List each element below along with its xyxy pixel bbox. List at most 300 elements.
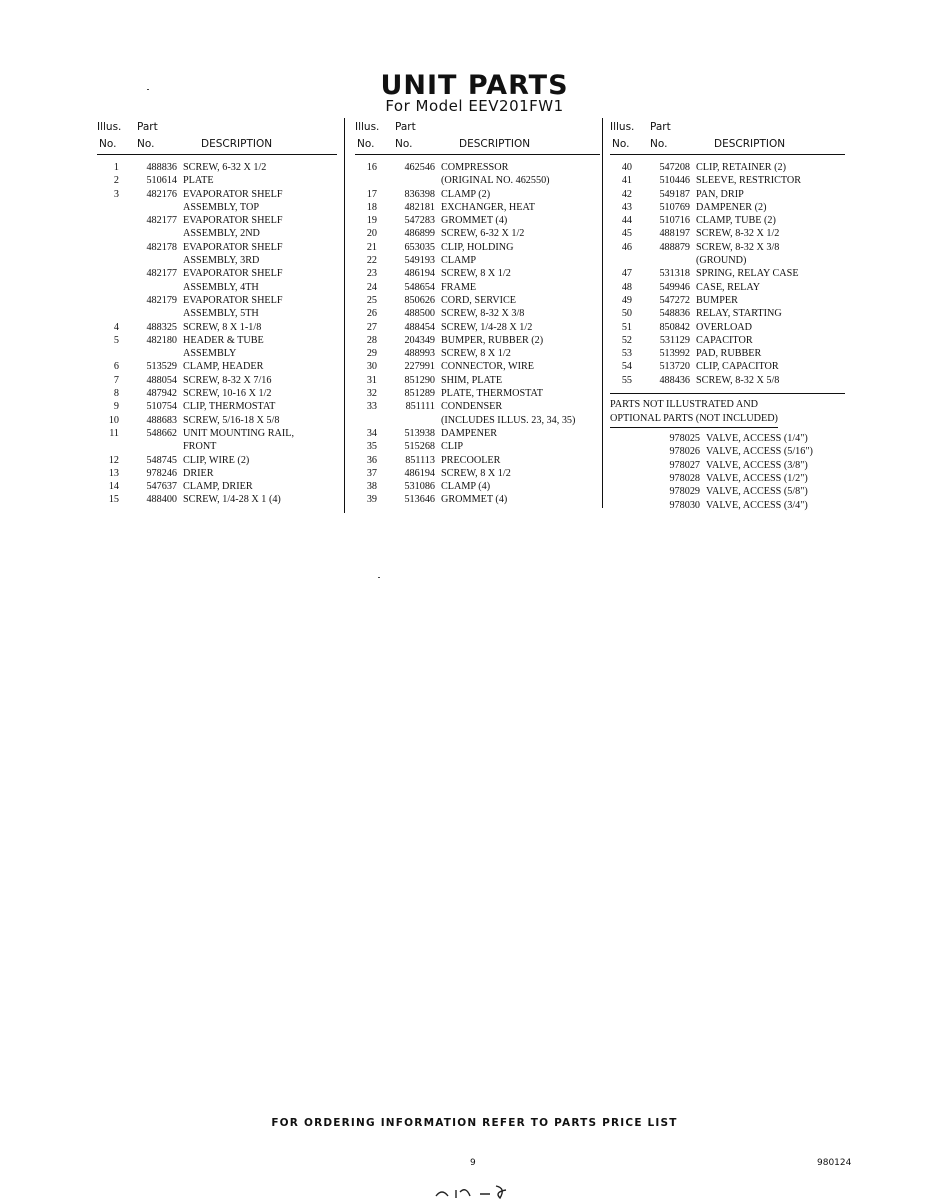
part-description: CORD, SERVICE (441, 294, 517, 306)
illus-number: 46 (621, 241, 632, 253)
model-subtitle: For Model EEV201FW1 (385, 97, 564, 115)
part-description: VALVE, ACCESS (1/2") (706, 472, 808, 484)
illus-number (355, 174, 377, 187)
optional-parts-rows (610, 428, 845, 512)
part-number: 486899 (404, 228, 435, 240)
description-header: DESCRIPTION (459, 138, 531, 150)
document-code: 980124 (817, 1158, 852, 1168)
table-row (97, 267, 337, 280)
part-description: SCREW, 8 X 1/2 (441, 348, 511, 360)
part-number: 488500 (404, 308, 435, 320)
part-description: EVAPORATOR SHELF (183, 215, 283, 227)
illus-number: 10 (108, 414, 119, 426)
illus-no-header: No. (612, 138, 630, 150)
illus-no-header: No. (357, 138, 375, 150)
part-description: ASSEMBLY, TOP (183, 201, 259, 213)
part-description: SCREW, 8 X 1/2 (441, 268, 511, 280)
part-number: 486194 (404, 268, 435, 280)
table-row (355, 440, 600, 453)
part-number: 510446 (659, 175, 690, 187)
part-description: ASSEMBLY (183, 348, 237, 360)
table-row (97, 174, 337, 187)
illus-number: 23 (366, 268, 377, 280)
illus-number: 12 (108, 454, 119, 466)
illus-number: 38 (366, 481, 377, 493)
table-row (97, 201, 337, 214)
part-description: SCREW, 1/4-28 X 1 (4) (183, 494, 281, 506)
part-number: 653035 (404, 241, 435, 253)
parts-column-2 (355, 118, 600, 507)
part-description: EVAPORATOR SHELF (183, 294, 283, 306)
part-description: SPRING, RELAY CASE (696, 268, 799, 280)
part-number (119, 227, 181, 240)
part-description: CLAMP (441, 255, 477, 267)
table-row (610, 161, 845, 174)
part-header: Part (395, 121, 416, 133)
table-row (355, 347, 600, 360)
part-description: DRIER (183, 467, 214, 479)
illus-number: 37 (366, 467, 377, 479)
table-row (97, 254, 337, 267)
part-number (119, 440, 181, 453)
part-description: VALVE, ACCESS (5/8") (706, 486, 808, 498)
illus-number: 26 (366, 308, 377, 320)
illus-number: 24 (366, 281, 377, 293)
part-description: SCREW, 5/16-18 X 5/8 (183, 414, 280, 426)
part-description: EVAPORATOR SHELF (183, 268, 283, 280)
illus-number: 39 (366, 494, 377, 506)
table-row (610, 201, 845, 214)
part-description: GROMMET (4) (441, 215, 508, 227)
part-number: 488683 (146, 414, 177, 426)
illus-number: 6 (113, 361, 119, 373)
part-number: 531129 (659, 334, 690, 346)
part-no-header: No. (650, 138, 668, 150)
table-row (355, 161, 600, 174)
part-description: SCREW, 8-32 X 5/8 (696, 374, 780, 386)
part-number: 513646 (404, 494, 435, 506)
table-row (610, 188, 845, 201)
table-row (355, 227, 600, 240)
table-row (97, 360, 337, 373)
illus-number: 9 (113, 401, 119, 413)
table-row (97, 294, 337, 307)
part-number (377, 414, 439, 427)
table-row (610, 459, 845, 472)
table-row (97, 334, 337, 347)
table-row (355, 427, 600, 440)
table-row (355, 241, 600, 254)
part-number: 487942 (146, 388, 177, 400)
part-description: ASSEMBLY, 4TH (183, 281, 259, 293)
illus-number: 22 (366, 255, 377, 267)
illus-number: 18 (366, 201, 377, 213)
table-row (355, 454, 600, 467)
table-row (610, 360, 845, 373)
table-row (97, 454, 337, 467)
part-number: 978026 (669, 446, 700, 458)
handwritten-mark (430, 1180, 550, 1200)
table-row (97, 241, 337, 254)
part-description: (GROUND) (696, 255, 747, 267)
empty-cell (610, 445, 632, 458)
illus-number (97, 440, 119, 453)
part-description: SCREW, 8-32 X 7/16 (183, 374, 272, 386)
illus-number: 44 (621, 215, 632, 227)
part-description: (ORIGINAL NO. 462550) (441, 175, 550, 187)
part-description: ASSEMBLY, 3RD (183, 255, 260, 267)
part-description: UNIT MOUNTING RAIL, (183, 427, 295, 439)
illus-number: 14 (108, 481, 119, 493)
part-number: 978246 (146, 467, 177, 479)
part-number: 549946 (659, 281, 690, 293)
description-header: DESCRIPTION (201, 138, 273, 150)
table-row (610, 174, 845, 187)
table-row (355, 334, 600, 347)
part-number: 548662 (146, 427, 177, 439)
part-number: 482177 (146, 215, 177, 227)
table-row (97, 387, 337, 400)
illus-number: 31 (366, 374, 377, 386)
table-row (355, 400, 600, 413)
illus-header: Illus. (97, 121, 122, 133)
illus-number: 16 (366, 162, 377, 173)
part-no-header: No. (137, 138, 155, 150)
part-number: 851113 (405, 454, 435, 466)
part-description: CASE, RELAY (696, 281, 761, 293)
table-row (97, 307, 337, 320)
part-number: 547208 (659, 162, 690, 173)
part-description: ASSEMBLY, 2ND (183, 228, 260, 240)
table-row (355, 307, 600, 320)
part-number: 510769 (659, 201, 690, 213)
optional-heading-line-2: OPTIONAL PARTS (NOT INCLUDED) (610, 412, 778, 428)
part-number: 850626 (404, 294, 435, 306)
illus-number: 32 (366, 388, 377, 400)
part-number: 204349 (404, 334, 435, 346)
parts-rows (610, 155, 845, 387)
table-row (355, 414, 600, 427)
illus-number: 30 (366, 361, 377, 373)
part-description: EVAPORATOR SHELF (183, 188, 283, 200)
illus-number: 35 (366, 441, 377, 453)
part-description: PRECOOLER (441, 454, 501, 466)
illus-number: 49 (621, 294, 632, 306)
part-number (632, 254, 694, 267)
illus-number (97, 241, 119, 254)
empty-cell (610, 459, 632, 472)
part-description: SCREW, 8-32 X 1/2 (696, 228, 780, 240)
part-number: 850842 (659, 321, 690, 333)
table-row (355, 281, 600, 294)
part-number: 510614 (146, 175, 177, 187)
table-row (355, 480, 600, 493)
illus-number (97, 254, 119, 267)
part-number: 510754 (146, 401, 177, 413)
column-divider (344, 118, 345, 513)
illus-number: 40 (621, 162, 632, 173)
part-number: 547272 (659, 294, 690, 306)
part-number: 978029 (669, 486, 700, 498)
parts-rows (355, 155, 600, 507)
part-number: 482181 (404, 201, 435, 213)
illus-number (97, 267, 119, 280)
scan-speck (147, 89, 149, 90)
part-number (119, 347, 181, 360)
table-row (355, 214, 600, 227)
part-description: CLIP, THERMOSTAT (183, 401, 276, 413)
illus-number: 19 (366, 215, 377, 227)
illus-number (97, 227, 119, 240)
illus-no-header: No. (99, 138, 117, 150)
table-row (610, 374, 845, 387)
part-number: 531086 (404, 481, 435, 493)
part-description: CLIP, CAPACITOR (696, 361, 779, 373)
table-row (355, 467, 600, 480)
illus-number (610, 254, 632, 267)
empty-cell (610, 432, 632, 445)
part-number (119, 254, 181, 267)
illus-number: 53 (621, 348, 632, 360)
illus-number: 25 (366, 294, 377, 306)
part-description: PLATE (183, 175, 214, 187)
empty-cell (610, 499, 632, 512)
column-header (355, 118, 600, 155)
table-row (97, 347, 337, 360)
table-row (355, 321, 600, 334)
part-number: 488436 (659, 374, 690, 386)
illus-number: 55 (621, 374, 632, 386)
part-number: 836398 (404, 188, 435, 200)
table-row (355, 174, 600, 187)
table-row (97, 214, 337, 227)
table-row (355, 360, 600, 373)
part-number: 227991 (404, 361, 435, 373)
illus-number (97, 214, 119, 227)
illus-header: Illus. (610, 121, 635, 133)
table-row (355, 387, 600, 400)
part-number: 488454 (404, 321, 435, 333)
part-description: PAD, RUBBER (696, 348, 762, 360)
illus-number: 21 (366, 241, 377, 253)
part-description: EVAPORATOR SHELF (183, 241, 283, 253)
illus-number: 47 (621, 268, 632, 280)
part-description: SCREW, 1/4-28 X 1/2 (441, 321, 533, 333)
part-description: CLIP (441, 441, 464, 453)
part-description: CLIP, HOLDING (441, 241, 514, 253)
table-row (355, 374, 600, 387)
part-description: EXCHANGER, HEAT (441, 201, 535, 213)
table-row (355, 188, 600, 201)
part-header: Part (650, 121, 671, 133)
part-description: COMPRESSOR (441, 162, 509, 173)
table-row (97, 188, 337, 201)
illus-number: 51 (621, 321, 632, 333)
illus-number: 28 (366, 334, 377, 346)
illus-number: 15 (108, 494, 119, 506)
illus-number: 41 (621, 175, 632, 187)
part-description: CLIP, RETAINER (2) (696, 162, 787, 173)
illus-number: 36 (366, 454, 377, 466)
table-row (97, 321, 337, 334)
part-number: 488993 (404, 348, 435, 360)
column-header (610, 118, 845, 155)
part-number (119, 307, 181, 320)
part-description: SCREW, 8-32 X 3/8 (441, 308, 525, 320)
table-row (610, 334, 845, 347)
part-description: RELAY, STARTING (696, 308, 782, 320)
part-header: Part (137, 121, 158, 133)
part-number: 482180 (146, 334, 177, 346)
part-description: CONNECTOR, WIRE (441, 361, 535, 373)
part-number: 851111 (405, 401, 435, 413)
part-number: 515268 (404, 441, 435, 453)
table-row (610, 281, 845, 294)
scan-speck (378, 577, 380, 578)
part-description: GROMMET (4) (441, 494, 508, 506)
parts-rows (97, 155, 337, 507)
part-description: CLAMP, HEADER (183, 361, 264, 373)
part-number: 549187 (659, 188, 690, 200)
table-row (97, 400, 337, 413)
part-description: CONDENSER (441, 401, 503, 413)
part-number: 978027 (669, 459, 700, 471)
part-description: VALVE, ACCESS (5/16") (706, 446, 813, 458)
table-row (355, 294, 600, 307)
table-row (355, 201, 600, 214)
illus-number: 27 (366, 321, 377, 333)
illus-number (97, 307, 119, 320)
illus-number (97, 294, 119, 307)
illus-number: 34 (366, 427, 377, 439)
table-row (610, 445, 845, 458)
optional-heading-line-1: PARTS NOT ILLUSTRATED AND (610, 399, 758, 411)
part-description: ASSEMBLY, 5TH (183, 308, 259, 320)
part-number (119, 281, 181, 294)
illus-number: 7 (113, 374, 119, 386)
part-number: 531318 (659, 268, 690, 280)
illus-number: 13 (108, 467, 119, 479)
part-number: 548836 (659, 308, 690, 320)
part-number: 510716 (659, 215, 690, 227)
parts-column-1 (97, 118, 337, 507)
illus-number: 1 (113, 162, 119, 173)
table-row (97, 281, 337, 294)
part-number: 488325 (146, 321, 177, 333)
table-row (97, 493, 337, 506)
part-description: OVERLOAD (696, 321, 753, 333)
table-row (610, 214, 845, 227)
illus-number: 5 (113, 334, 119, 346)
table-row (355, 254, 600, 267)
part-number (377, 174, 439, 187)
part-number: 488879 (659, 241, 690, 253)
part-number: 488836 (146, 162, 177, 173)
table-row (97, 440, 337, 453)
ordering-info: FOR ORDERING INFORMATION REFER TO PARTS PRICE LIST (271, 1117, 678, 1129)
table-row (610, 485, 845, 498)
illus-number: 42 (621, 188, 632, 200)
part-description: PLATE, THERMOSTAT (441, 388, 544, 400)
part-description: SCREW, 8-32 X 3/8 (696, 241, 780, 253)
illus-number (355, 414, 377, 427)
table-row (610, 227, 845, 240)
table-row (610, 432, 845, 445)
part-number: 488197 (659, 228, 690, 240)
part-description: SCREW, 6-32 X 1/2 (183, 162, 267, 173)
column-divider (602, 118, 603, 508)
illus-number: 3 (113, 188, 119, 200)
page-number: 9 (470, 1158, 476, 1168)
part-description: BUMPER (696, 294, 738, 306)
part-description: SHIM, PLATE (441, 374, 503, 386)
illus-number: 45 (621, 228, 632, 240)
illus-number: 33 (366, 401, 377, 413)
part-number: 462546 (404, 162, 435, 173)
illus-number: 54 (621, 361, 632, 373)
table-row (610, 472, 845, 485)
part-number (119, 201, 181, 214)
illus-number: 48 (621, 281, 632, 293)
part-description: PAN, DRIP (696, 188, 744, 200)
table-row (97, 414, 337, 427)
part-description: DAMPENER (441, 427, 498, 439)
illus-header: Illus. (355, 121, 380, 133)
part-description: HEADER & TUBE (183, 334, 264, 346)
part-description: VALVE, ACCESS (1/4") (706, 433, 808, 445)
part-description: SCREW, 8 X 1/2 (441, 467, 511, 479)
description-header: DESCRIPTION (714, 138, 786, 150)
table-row (610, 241, 845, 254)
illus-number: 29 (366, 348, 377, 360)
part-number: 513938 (404, 427, 435, 439)
illus-number (97, 281, 119, 294)
part-description: CLIP, WIRE (2) (183, 454, 250, 466)
part-number: 548654 (404, 281, 435, 293)
part-no-header: No. (395, 138, 413, 150)
part-description: SCREW, 8 X 1-1/8 (183, 321, 262, 333)
table-row (610, 267, 845, 280)
table-row (97, 374, 337, 387)
part-number: 548745 (146, 454, 177, 466)
part-number: 482176 (146, 188, 177, 200)
table-row (97, 467, 337, 480)
table-row (610, 499, 845, 512)
part-number: 486194 (404, 467, 435, 479)
table-row (610, 321, 845, 334)
illus-number: 11 (109, 427, 119, 439)
illus-number: 52 (621, 334, 632, 346)
part-number: 851289 (404, 388, 435, 400)
part-description: CAPACITOR (696, 334, 753, 346)
part-number: 978030 (669, 499, 700, 511)
column-header (97, 118, 337, 155)
part-description: (INCLUDES ILLUS. 23, 34, 35) (441, 414, 576, 426)
illus-number: 50 (621, 308, 632, 320)
part-number: 978028 (669, 472, 700, 484)
table-row (355, 267, 600, 280)
page-title: UNIT PARTS (380, 70, 569, 101)
illus-number (97, 201, 119, 214)
part-number: 549193 (404, 255, 435, 267)
part-description: VALVE, ACCESS (3/4") (706, 499, 808, 511)
table-row (610, 254, 845, 267)
illus-number: 4 (113, 321, 119, 333)
illus-number: 43 (621, 201, 632, 213)
part-description: VALVE, ACCESS (3/8") (706, 459, 808, 471)
part-description: SCREW, 10-16 X 1/2 (183, 388, 272, 400)
table-row (97, 227, 337, 240)
